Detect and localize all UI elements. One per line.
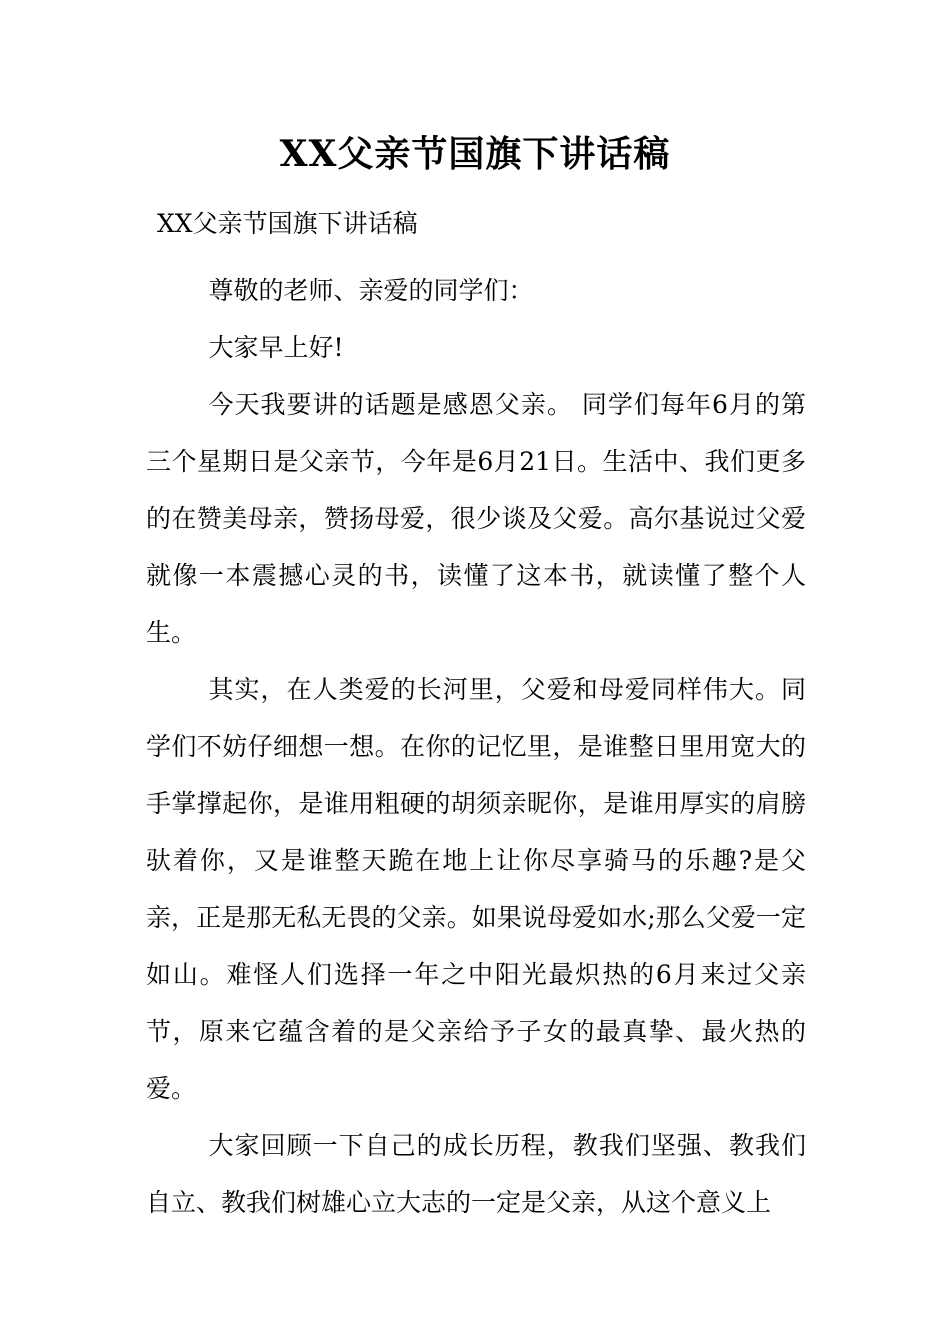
document-title: XX父亲节国旗下讲话稿	[279, 133, 671, 175]
paragraph-fatherly-love: 其实，在人类爱的长河里，父爱和母爱同样伟大。同学们不妨仔细想一想。在你的记忆里，是谁整日里用宽大的手掌撑起你，是谁用粗硬的胡须亲昵你，是谁用厚实的肩膀驮着你，又是谁整天跪在地上让你尽享骑马的乐趣?是父亲，正是那无私无畏的父亲。如果说母爱如水;那么父爱一定如山。难怪人们选择一年之中阳光最炽热的6月来过父亲节，原来它蕴含着的是父亲给予子女的最真挚、最火热的爱。	[146, 675, 806, 1103]
document-body	[146, 262, 806, 1231]
paragraph-topic: 今天我要讲的话题是感恩父亲。 同学们每年6月的第三个星期日是父亲节，今年是6月21日。生活中、我们更多的在赞美母亲，赞扬母爱，很少谈及父爱。高尔基说过父爱就像一本震撼心灵的书，读懂了这本书，就读懂了整个人生。	[146, 390, 806, 647]
paragraph-salutation: 尊敬的老师、亲爱的同学们：	[208, 276, 534, 305]
paragraph-greeting: 大家早上好!	[208, 333, 344, 362]
document-subtitle: XX父亲节国旗下讲话稿	[157, 209, 418, 238]
paragraph-growth: 大家回顾一下自己的成长历程，教我们坚强、教我们自立、教我们树雄心立大志的一定是父亲，从这个意义上	[146, 1131, 806, 1217]
